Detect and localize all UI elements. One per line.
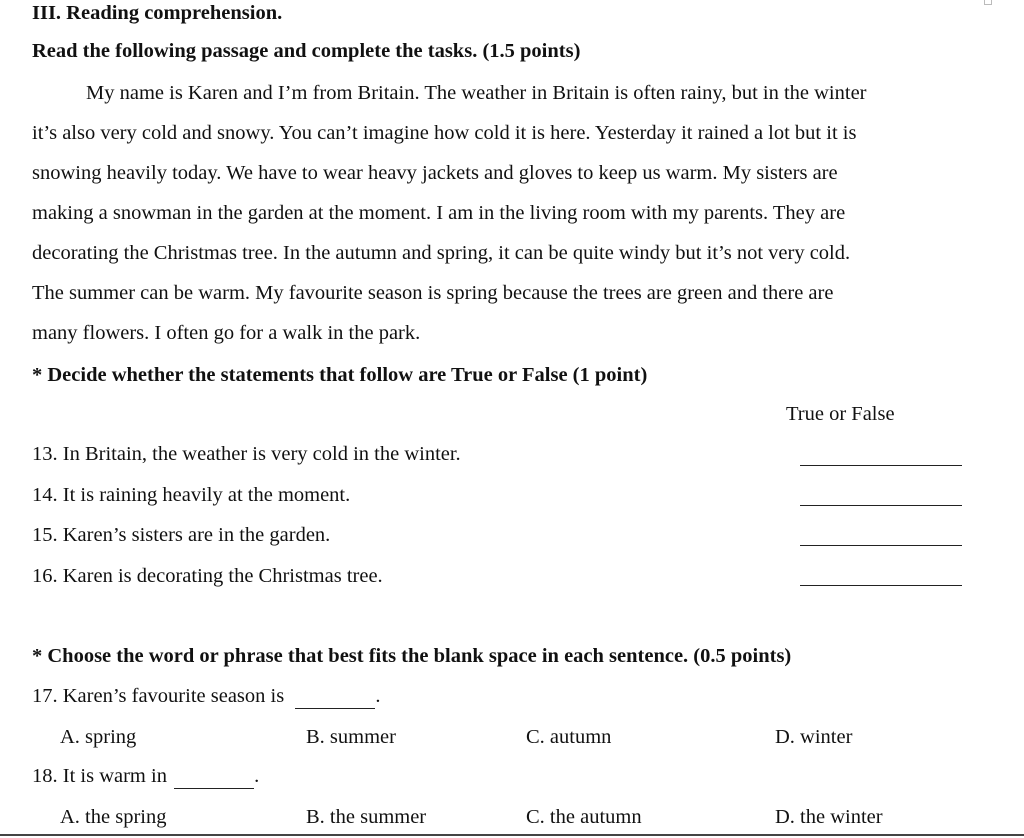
page-bottom-rule (0, 834, 1024, 836)
passage-line: it’s also very cold and snowy. You can’t imagine how cold it is here. Yesterday it rained a lot but it is (32, 122, 857, 144)
option-18b[interactable]: B. the summer (306, 806, 427, 828)
passage-line: The summer can be warm. My favourite season is spring because the trees are green and there are (32, 282, 834, 304)
question-17 (32, 685, 380, 709)
answer-blank-13[interactable] (800, 465, 962, 466)
question-18-end: . (254, 765, 260, 787)
passage-line: many flowers. I often go for a walk in the park. (32, 322, 421, 344)
passage-line: snowing heavily today. We have to wear heavy jackets and gloves to keep us warm. My sisters are (32, 162, 838, 184)
option-18a[interactable]: A. the spring (60, 806, 167, 828)
corner-mark (984, 0, 992, 5)
question-18 (32, 765, 259, 789)
statement-13: 13. In Britain, the weather is very cold in the winter. (32, 443, 461, 465)
true-false-instruction: * Decide whether the statements that follow are True or False (1 point) (32, 364, 648, 386)
option-17a[interactable]: A. spring (60, 726, 137, 748)
option-17b[interactable]: B. summer (306, 726, 396, 748)
multiple-choice-instruction: * Choose the word or phrase that best fits the blank space in each sentence. (0.5 points) (32, 645, 792, 667)
true-false-column-header: True or False (786, 403, 895, 425)
task-instruction: Read the following passage and complete the tasks. (1.5 points) (32, 40, 581, 62)
option-18d[interactable]: D. the winter (775, 806, 883, 828)
option-17d[interactable]: D. winter (775, 726, 853, 748)
statement-15: 15. Karen’s sisters are in the garden. (32, 524, 331, 546)
statement-14: 14. It is raining heavily at the moment. (32, 484, 351, 506)
question-17-end: . (375, 685, 381, 707)
answer-blank-14[interactable] (800, 505, 962, 506)
passage-line: decorating the Christmas tree. In the autumn and spring, it can be quite windy but it’s not very cold. (32, 242, 851, 264)
answer-blank-15[interactable] (800, 545, 962, 546)
statement-16: 16. Karen is decorating the Christmas tree. (32, 565, 383, 587)
section-heading: III. Reading comprehension. (32, 2, 283, 24)
option-17c[interactable]: C. autumn (526, 726, 612, 748)
passage-line: My name is Karen and I’m from Britain. The weather in Britain is often rainy, but in the winter (86, 82, 867, 104)
question-18-stem: 18. It is warm in (32, 765, 167, 787)
question-17-stem: 17. Karen’s favourite season is (32, 685, 285, 707)
option-18c[interactable]: C. the autumn (526, 806, 642, 828)
passage-line: making a snowman in the garden at the moment. I am in the living room with my parents. They are (32, 202, 846, 224)
question-18-blank[interactable] (174, 765, 254, 789)
question-17-blank[interactable] (295, 685, 375, 709)
answer-blank-16[interactable] (800, 585, 962, 586)
